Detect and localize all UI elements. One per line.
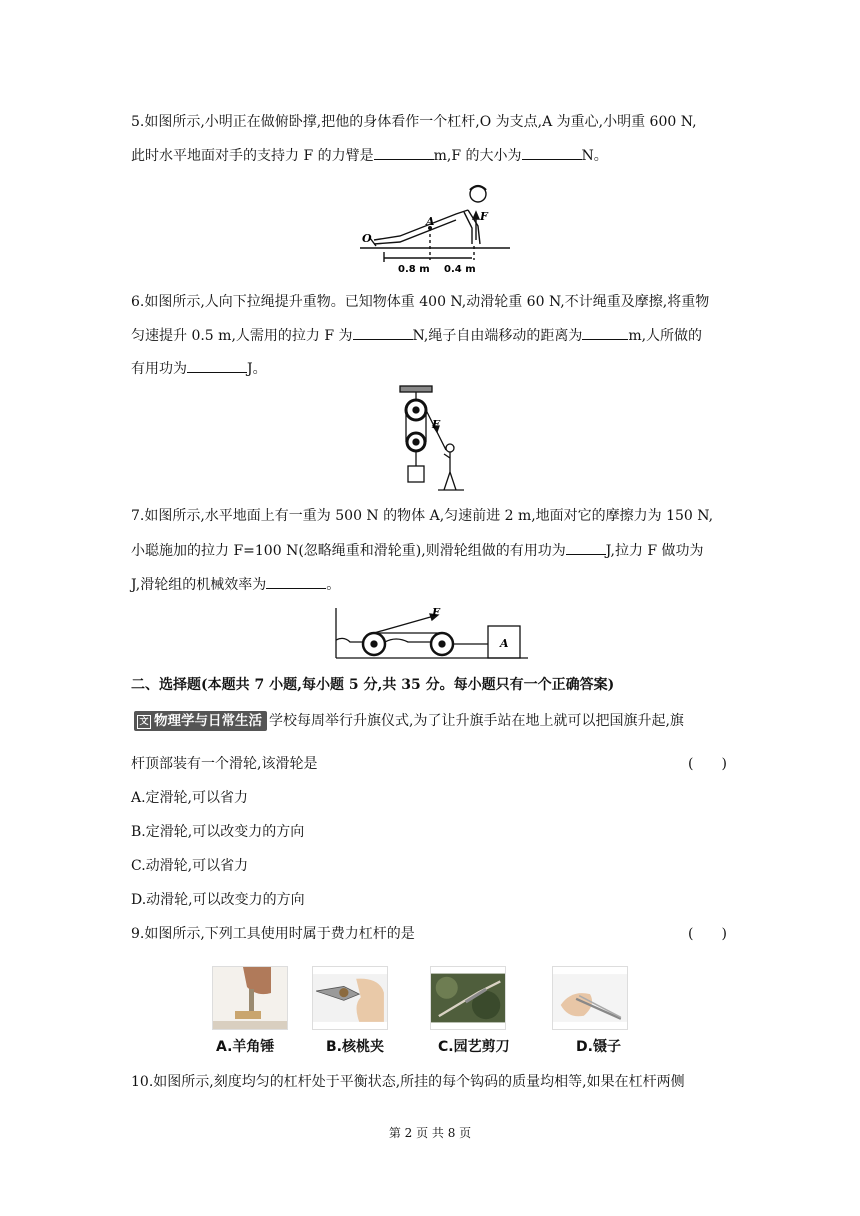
topic-tag-label: 物理学与日常生活 [154,713,262,729]
q5-text-c: N。 [581,148,608,164]
q9-answer-paren: ( ) [688,926,727,942]
q7-text-d: 。 [326,577,341,593]
fig6-label-f: F [432,418,440,431]
q7-text-c: J,滑轮组的机械效率为 [131,577,267,593]
section-heading: 二、选择题(本题共 7 小题,每小题 5 分,共 35 分。每小题只有一个正确答案) [131,677,615,693]
q5-blank-force [522,145,582,160]
fig5-label-o: O [362,232,372,245]
q6-blank-force [353,325,413,340]
q8-answer-paren: ( ) [688,756,727,772]
q6-text-d: 有用功为 [131,361,187,377]
q5-line1: 5.如图所示,小明正在做俯卧撑,把他的身体看作一个杠杆,O 为支点,A 为重心,小明重 600 N, [131,114,697,130]
q8-option-a: A.定滑轮,可以省力 [131,790,249,806]
q7-blank-useful-work [566,540,606,555]
q9-caption-a: A.羊角锤 [216,1039,275,1055]
q8-option-c: C.动滑轮,可以省力 [131,858,249,874]
q6-text-a: 匀速提升 0.5 m,人需用的拉力 F 为 [131,328,353,344]
q5-blank-arm [374,145,434,160]
q5-line2 [131,145,608,166]
fig5-dist-1: 0.8 m [398,264,430,275]
q8-option-b: B.定滑轮,可以改变力的方向 [131,824,305,840]
q7-line3 [131,574,340,595]
q6-line2 [131,325,702,346]
fig5-label-a: A [426,215,435,228]
book-icon: 文 [137,715,151,729]
q10-line1: 10.如图所示,刻度均匀的杠杆处于平衡状态,所挂的每个钩码的质量均相等,如果在杠杆两侧 [131,1074,685,1090]
page-footer: 第 2 页 共 8 页 [388,1126,472,1140]
q5-text-b: m,F 的大小为 [433,148,522,164]
fig7-label-a: A [500,637,509,650]
pulley-figure [388,384,468,496]
q6-line3 [131,358,267,379]
q7-text-b: J,拉力 F 做功为 [605,543,704,559]
q7-line1: 7.如图所示,水平地面上有一重为 500 N 的物体 A,匀速前进 2 m,地面对它的摩擦力为 150 N, [131,508,714,524]
q8-line1 [134,711,684,731]
fig7-label-f: F [432,606,440,619]
fig5-dist-2: 0.4 m [444,264,476,275]
q6-line1: 6.如图所示,人向下拉绳提升重物。已知物体重 400 N,动滑轮重 60 N,不计绳重及摩擦,将重物 [131,294,710,310]
q8-text-a: 学校每周举行升旗仪式,为了让升旗手站在地上就可以把国旗升起,旗 [269,713,684,729]
q9-caption-c: C.园艺剪刀 [438,1039,510,1055]
q6-text-e: J。 [247,361,267,377]
pushup-figure [360,180,510,276]
topic-tag [134,711,267,731]
q8-line2: 杆顶部装有一个滑轮,该滑轮是 [131,756,318,772]
q6-blank-work [187,358,247,373]
q6-text-b: N,绳子自由端移动的距离为 [412,328,583,344]
claw-hammer-image [212,966,288,1030]
nutcracker-image [312,966,388,1030]
q7-blank-efficiency [266,574,326,589]
q9-caption-b: B.核桃夹 [326,1039,384,1055]
q9-stem: 9.如图所示,下列工具使用时属于费力杠杆的是 [131,926,415,942]
q6-blank-distance [582,325,628,340]
garden-shears-image [430,966,506,1030]
fig5-label-f: F [480,210,488,223]
q7-line2 [131,540,704,561]
horizontal-pulley-figure [330,604,530,662]
q5-text-a: 此时水平地面对手的支持力 F 的力臂是 [131,148,374,164]
q7-text-a: 小聪施加的拉力 F=100 N(忽略绳重和滑轮重),则滑轮组做的有用功为 [131,543,566,559]
q8-option-d: D.动滑轮,可以改变力的方向 [131,892,305,908]
q9-caption-d: D.镊子 [576,1039,621,1055]
tweezers-image [552,966,628,1030]
q6-text-c: m,人所做的 [628,328,703,344]
